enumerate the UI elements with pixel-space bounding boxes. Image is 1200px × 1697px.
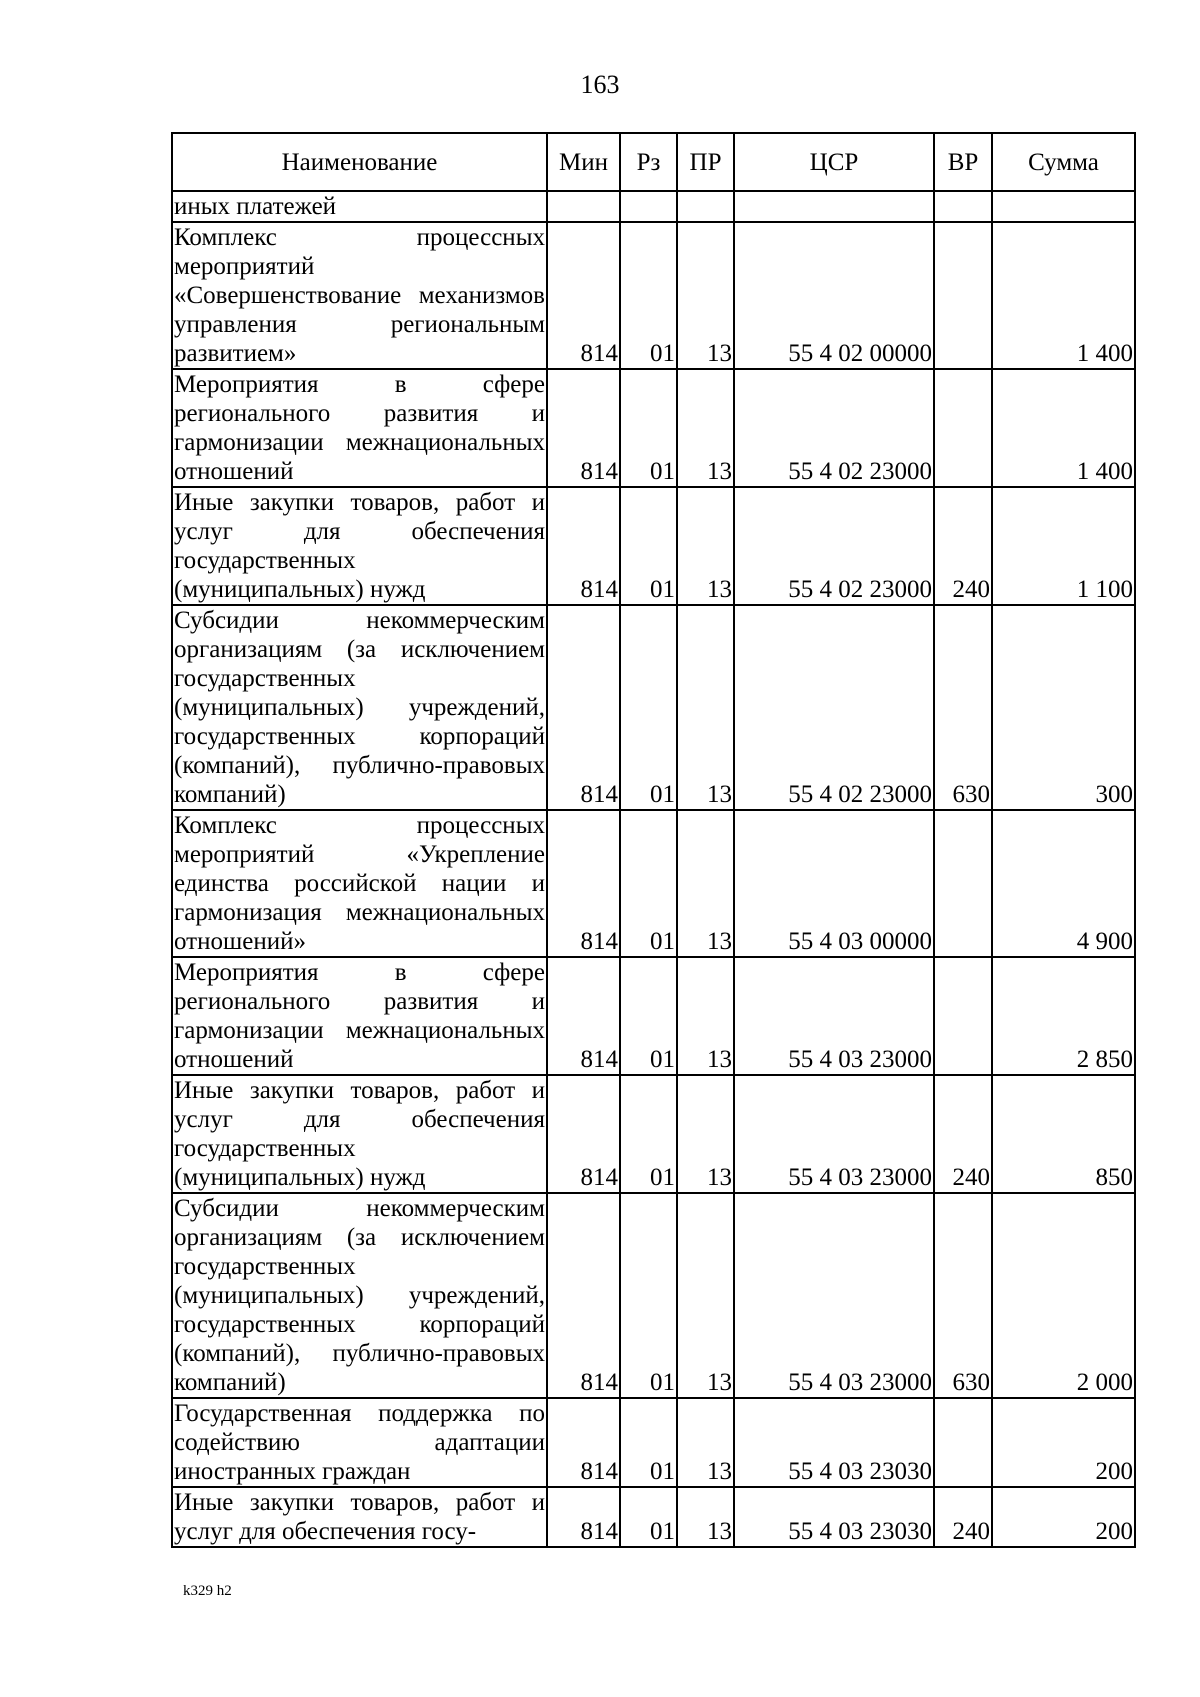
cell-csr: 55 4 03 23000 xyxy=(734,1075,934,1193)
cell-name: Субсидии некоммерческим организациям (за исключением государственных (муниципальных) учреждений, государственных корпораций (компаний), публично-правовых компаний) xyxy=(174,607,545,808)
cell-sum: 1 400 xyxy=(992,369,1135,487)
cell-min: 814 xyxy=(547,605,620,810)
header-name: Наименование xyxy=(172,133,547,191)
table-row xyxy=(172,1193,1135,1398)
table-row xyxy=(172,810,1135,957)
cell-min: 814 xyxy=(547,369,620,487)
cell-min: 814 xyxy=(547,222,620,369)
cell-name: Иные закупки товаров, работ и услуг для обеспечения государственных (муниципальных) нужд xyxy=(174,489,545,603)
cell-sum xyxy=(992,191,1135,222)
cell-vr: 240 xyxy=(934,487,992,605)
cell-name: Комплекс процессных мероприятий «Совершенствование механизмов управления региональным развитием» xyxy=(174,224,545,367)
table-row xyxy=(172,957,1135,1075)
cell-sum: 2 000 xyxy=(992,1193,1135,1398)
cell-vr: 240 xyxy=(934,1075,992,1193)
budget-table xyxy=(171,132,1136,1548)
cell-rz: 01 xyxy=(620,605,677,810)
cell-rz xyxy=(620,191,677,222)
table-row xyxy=(172,369,1135,487)
cell-rz: 01 xyxy=(620,1075,677,1193)
cell-pr: 13 xyxy=(677,1075,734,1193)
cell-pr xyxy=(677,191,734,222)
cell-sum: 300 xyxy=(992,605,1135,810)
cell-name: Комплекс процессных мероприятий «Укрепление единства российской нации и гармонизация межнациональных отношений» xyxy=(174,812,545,955)
cell-name: Субсидии некоммерческим организациям (за исключением государственных (муниципальных) учреждений, государственных корпораций (компаний), публично-правовых компаний) xyxy=(174,1195,545,1396)
cell-name: Иные закупки товаров, работ и услуг для обеспечения государственных (муниципальных) нужд xyxy=(174,1077,545,1191)
header-csr: ЦСР xyxy=(734,133,934,191)
cell-rz: 01 xyxy=(620,369,677,487)
cell-rz: 01 xyxy=(620,222,677,369)
table-row xyxy=(172,487,1135,605)
cell-csr: 55 4 03 23000 xyxy=(734,957,934,1075)
cell-min: 814 xyxy=(547,1487,620,1547)
cell-name: Мероприятия в сфере регионального развития и гармонизации межнациональных отношений xyxy=(174,959,545,1073)
cell-name: Иные закупки товаров, работ и услуг для обеспечения госу- xyxy=(174,1489,545,1545)
cell-pr: 13 xyxy=(677,222,734,369)
cell-min: 814 xyxy=(547,1075,620,1193)
header-sum: Сумма xyxy=(992,133,1135,191)
table-row xyxy=(172,605,1135,810)
table-row xyxy=(172,222,1135,369)
cell-min: 814 xyxy=(547,487,620,605)
cell-name: Государственная поддержка по содействию адаптации иностранных граждан xyxy=(174,1400,545,1485)
table-row xyxy=(172,1487,1135,1547)
cell-name: Мероприятия в сфере регионального развития и гармонизации межнациональных отношений xyxy=(174,371,545,485)
cell-csr: 55 4 03 23030 xyxy=(734,1398,934,1487)
cell-pr: 13 xyxy=(677,810,734,957)
cell-pr: 13 xyxy=(677,1487,734,1547)
cell-csr: 55 4 02 23000 xyxy=(734,605,934,810)
table-row xyxy=(172,1075,1135,1193)
cell-rz: 01 xyxy=(620,1487,677,1547)
cell-csr: 55 4 03 00000 xyxy=(734,810,934,957)
table-row xyxy=(172,191,1135,222)
cell-vr xyxy=(934,957,992,1075)
cell-vr xyxy=(934,369,992,487)
cell-vr: 630 xyxy=(934,605,992,810)
cell-vr xyxy=(934,191,992,222)
cell-vr: 630 xyxy=(934,1193,992,1398)
cell-min: 814 xyxy=(547,1398,620,1487)
cell-pr: 13 xyxy=(677,487,734,605)
cell-csr: 55 4 02 23000 xyxy=(734,487,934,605)
cell-pr: 13 xyxy=(677,369,734,487)
header-pr: ПР xyxy=(677,133,734,191)
cell-rz: 01 xyxy=(620,487,677,605)
cell-sum: 4 900 xyxy=(992,810,1135,957)
header-vr: ВР xyxy=(934,133,992,191)
cell-name: иных платежей xyxy=(172,191,547,222)
cell-sum: 1 100 xyxy=(992,487,1135,605)
cell-csr xyxy=(734,191,934,222)
cell-csr: 55 4 03 23030 xyxy=(734,1487,934,1547)
cell-pr: 13 xyxy=(677,957,734,1075)
cell-min: 814 xyxy=(547,957,620,1075)
cell-csr: 55 4 02 23000 xyxy=(734,369,934,487)
cell-vr: 240 xyxy=(934,1487,992,1547)
cell-min: 814 xyxy=(547,810,620,957)
cell-vr xyxy=(934,1398,992,1487)
cell-rz: 01 xyxy=(620,1398,677,1487)
page-number: 163 xyxy=(580,70,620,99)
cell-min xyxy=(547,191,620,222)
cell-rz: 01 xyxy=(620,957,677,1075)
cell-sum: 200 xyxy=(992,1487,1135,1547)
cell-sum: 200 xyxy=(992,1398,1135,1487)
cell-vr xyxy=(934,222,992,369)
cell-sum: 850 xyxy=(992,1075,1135,1193)
table-header-row xyxy=(172,133,1135,191)
cell-pr: 13 xyxy=(677,1398,734,1487)
cell-sum: 2 850 xyxy=(992,957,1135,1075)
cell-csr: 55 4 02 00000 xyxy=(734,222,934,369)
header-rz: Рз xyxy=(620,133,677,191)
header-min: Мин xyxy=(547,133,620,191)
cell-sum: 1 400 xyxy=(992,222,1135,369)
cell-vr xyxy=(934,810,992,957)
cell-min: 814 xyxy=(547,1193,620,1398)
footer-code: k329 h2 xyxy=(183,1583,232,1599)
cell-rz: 01 xyxy=(620,1193,677,1398)
cell-pr: 13 xyxy=(677,605,734,810)
cell-csr: 55 4 03 23000 xyxy=(734,1193,934,1398)
table-row xyxy=(172,1398,1135,1487)
cell-pr: 13 xyxy=(677,1193,734,1398)
cell-rz: 01 xyxy=(620,810,677,957)
